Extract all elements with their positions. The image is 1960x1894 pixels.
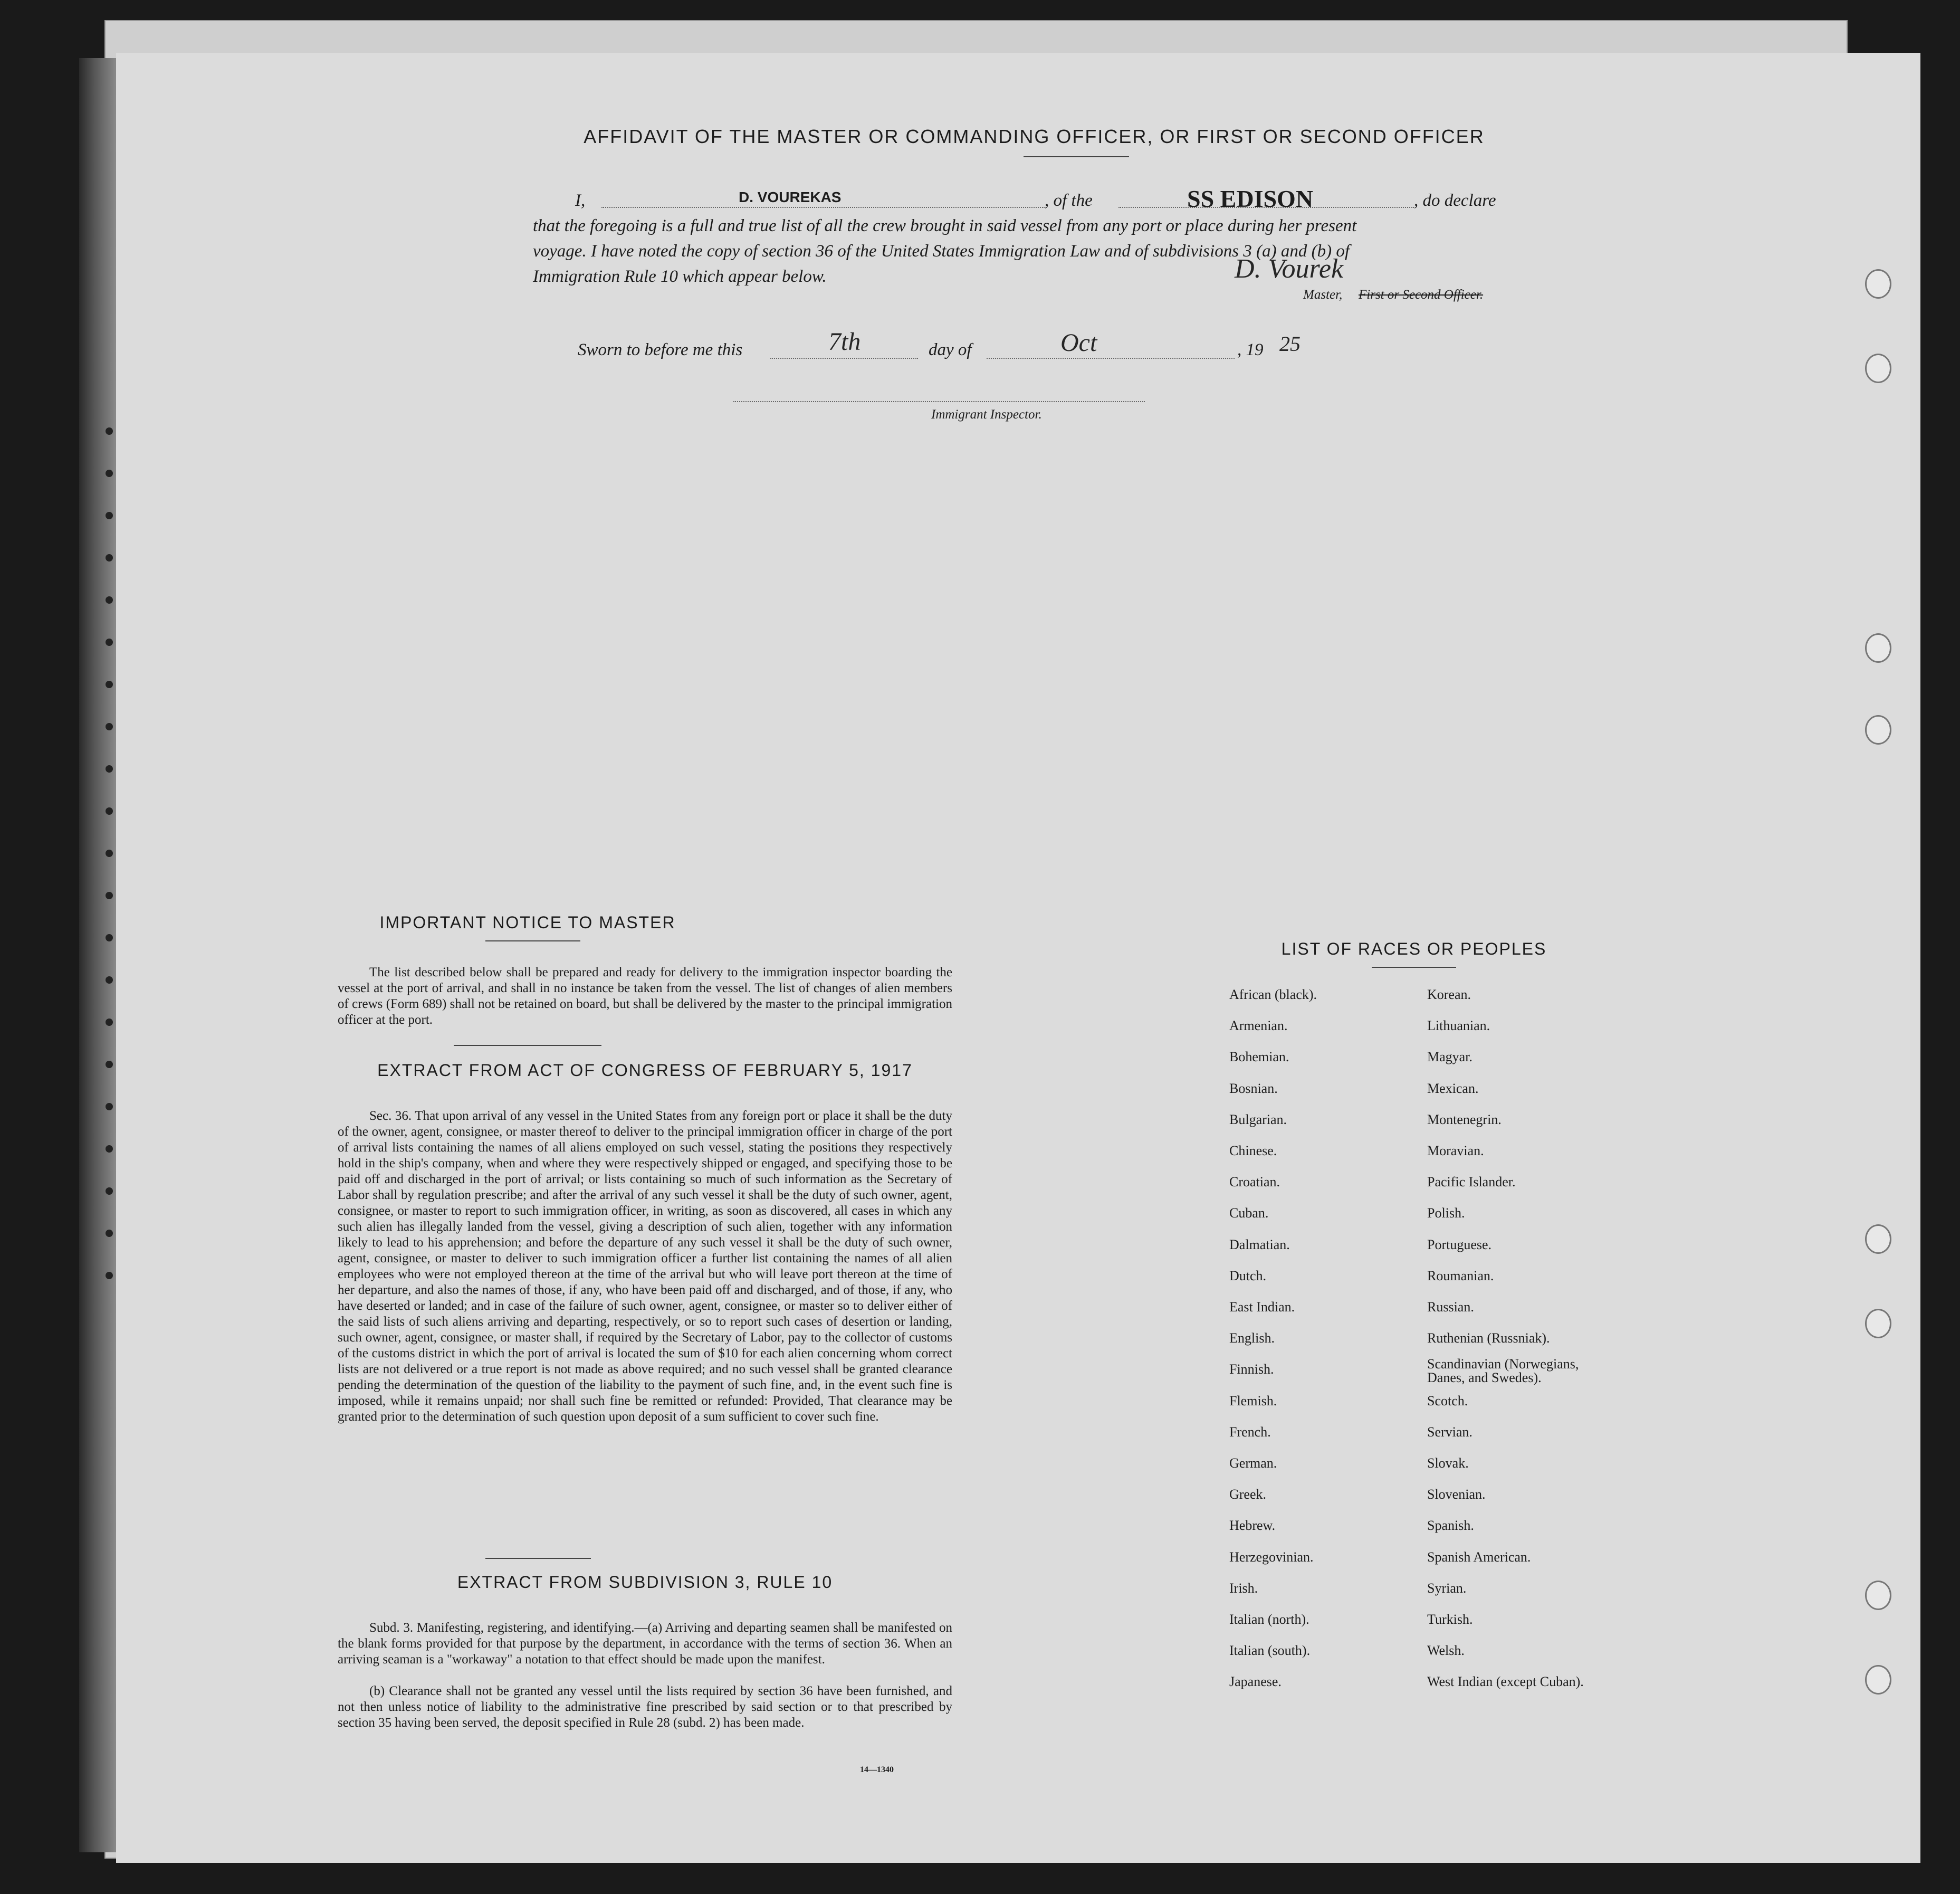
sworn-year-value: 25 — [1279, 332, 1301, 356]
race-item: African (black). — [1229, 987, 1317, 1002]
race-item: Montenegrin. — [1427, 1111, 1502, 1127]
races-heading: LIST OF RACES OR PEOPLES — [1281, 939, 1547, 958]
race-item: Flemish. — [1229, 1393, 1277, 1408]
do-declare-label: , do declare — [1414, 191, 1496, 210]
affidavit-line-2: that the foregoing is a full and true list of all the crew brought in said vessel from any port or place during her present — [533, 216, 1357, 235]
race-item: West Indian (except Cuban). — [1427, 1674, 1584, 1690]
race-item: Armenian. — [1229, 1018, 1288, 1034]
race-item: Syrian. — [1427, 1580, 1467, 1596]
punch-hole — [1865, 1224, 1891, 1254]
master-label: Master, — [1303, 288, 1343, 302]
race-item: Irish. — [1229, 1580, 1258, 1596]
race-item: Mexican. — [1427, 1080, 1479, 1096]
punch-hole — [1865, 715, 1891, 745]
race-item: Turkish. — [1427, 1612, 1473, 1627]
inspector-label: Immigrant Inspector. — [931, 407, 1042, 422]
rule-text-a: Subd. 3. Manifesting, registering, and identifying.—(a) Arriving and departing seamen shall be manifested on the blank forms provided for that purpose by the department, in accordance with the terms of section 36. When an arriving seaman is a "workaway" a notation to that effect should be made upon the manifest. — [338, 1621, 952, 1667]
day-of-label: day of — [929, 340, 972, 359]
race-item: Finnish. — [1229, 1362, 1274, 1377]
race-item: Russian. — [1427, 1299, 1474, 1315]
race-item: Portuguese. — [1427, 1236, 1492, 1252]
race-item: Scotch. — [1427, 1393, 1468, 1408]
race-item: Greek. — [1229, 1487, 1267, 1502]
race-item: Italian (south). — [1229, 1643, 1311, 1659]
affidavit-sheet — [116, 53, 1920, 1863]
master-signature: D. Vourek — [1235, 254, 1344, 284]
rule-heading: EXTRACT FROM SUBDIVISION 3, RULE 10 — [457, 1573, 833, 1592]
master-name-value: D. VOUREKAS — [739, 189, 842, 205]
punch-hole — [1865, 1665, 1891, 1695]
sworn-label: Sworn to before me this — [578, 340, 743, 359]
race-item: Moravian. — [1427, 1143, 1484, 1158]
race-item: Japanese. — [1229, 1674, 1282, 1690]
act-heading: EXTRACT FROM ACT OF CONGRESS OF FEBRUARY 5, 1917 — [377, 1061, 913, 1080]
notice-heading: IMPORTANT NOTICE TO MASTER — [379, 913, 676, 932]
race-item: Korean. — [1427, 987, 1471, 1002]
race-item: Croatian. — [1229, 1174, 1280, 1190]
race-item: Slovenian. — [1427, 1487, 1486, 1502]
punch-hole — [1865, 354, 1891, 383]
punch-hole — [1865, 1581, 1891, 1610]
race-item: Scandinavian (Norwegians, Danes, and Swedes). — [1427, 1356, 1579, 1386]
race-item: Spanish American. — [1427, 1549, 1531, 1565]
punch-hole — [1865, 1309, 1891, 1338]
notice-text: The list described below shall be prepared and ready for delivery to the immigration inspector boarding the vessel at the port of arrival, and shall in no instance be taken from the vessel. The list of changes of alien members of crews (Form 689) shall not be retained on board, but shall be delivered by the master to the principal immigration officer at the port. — [338, 965, 952, 1027]
sworn-month-value: Oct — [1060, 329, 1097, 357]
race-item: Cuban. — [1229, 1205, 1269, 1221]
races-column-right — [1427, 987, 1649, 1752]
race-item: Dalmatian. — [1229, 1236, 1290, 1252]
race-item: Servian. — [1427, 1424, 1473, 1440]
race-item: Chinese. — [1229, 1143, 1277, 1158]
race-item: Hebrew. — [1229, 1518, 1276, 1534]
race-item: English. — [1229, 1330, 1275, 1346]
struck-officer-label: First or Second Officer. — [1359, 288, 1484, 302]
race-item: Spanish. — [1427, 1518, 1474, 1534]
race-item: Welsh. — [1427, 1643, 1465, 1659]
affidavit-line-3: voyage. I have noted the copy of section 36 of the United States Immigration Law and of subdivisions 3 (a) and (b) of — [533, 242, 1350, 261]
vessel-name-value: SS EDISON — [1187, 185, 1314, 212]
race-item: Bulgarian. — [1229, 1111, 1287, 1127]
race-item: Slovak. — [1427, 1455, 1469, 1471]
race-item: Dutch. — [1229, 1268, 1267, 1283]
race-item: Lithuanian. — [1427, 1018, 1490, 1034]
year-prefix-label: , 19 — [1237, 340, 1264, 359]
race-item: Bohemian. — [1229, 1049, 1289, 1065]
form-number: 14—1340 — [860, 1765, 894, 1774]
race-item: French. — [1229, 1424, 1271, 1440]
i-label: I, — [575, 191, 586, 210]
of-the-label: , of the — [1045, 191, 1093, 210]
sworn-day-value: 7th — [828, 328, 861, 356]
race-item: German. — [1229, 1455, 1277, 1471]
race-item: Polish. — [1427, 1205, 1465, 1221]
race-item: Bosnian. — [1229, 1080, 1278, 1096]
race-item: Pacific Islander. — [1427, 1174, 1516, 1190]
race-item: Italian (north). — [1229, 1612, 1309, 1627]
race-item: East Indian. — [1229, 1299, 1295, 1315]
rule-text-b: (b) Clearance shall not be granted any vessel until the lists required by section 36 have been furnished, and not then unless notice of liability to the administrative fine prescribed by said section or to that prescribed by section 35 having been served, the deposit specified in Rule 28 (subd. 2) has been made. — [338, 1684, 952, 1730]
punch-hole — [1865, 633, 1891, 663]
race-item: Roumanian. — [1427, 1268, 1494, 1283]
affidavit-line-4: Immigration Rule 10 which appear below. — [533, 267, 827, 286]
race-item: Magyar. — [1427, 1049, 1473, 1065]
race-item: Ruthenian (Russniak). — [1427, 1330, 1550, 1346]
races-column-left — [1229, 987, 1419, 1752]
affidavit-title: AFFIDAVIT OF THE MASTER OR COMMANDING OFFICER, OR FIRST OR SECOND OFFICER — [584, 126, 1485, 147]
race-item: Herzegovinian. — [1229, 1549, 1314, 1565]
punch-hole — [1865, 269, 1891, 299]
ledger-binding — [79, 58, 116, 1852]
act-text: Sec. 36. That upon arrival of any vessel in the United States from any foreign port or place it shall be the duty of the owner, agent, consignee, or master thereof to deliver to the principal immigration officer in charge of the port of arrival lists containing the names of all aliens employed on such vessel, stating the positions they respectively hold in the ship's company, when and where they were respectively shipped or engaged, and specifying those to be paid off and discharged in the port of arrival; or lists containing so much of such information as the Secretary of Labor shall by regulation prescribe; and after the arrival of any such vessel it shall be the duty of such owner, agent, consignee, or master to report to such immigration officer, in writing, as soon as discovered, all cases in which any such alien has illegally landed from the vessel, giving a description of such alien, together with any information likely to lead to his apprehension; and before the departure of any such vessel it shall be the duty of such owner, agent, consignee, or master to deliver to such immigration officer a further list containing the names of all alien employees who were not employed thereon at the time of the arrival but who will leave port thereon at the time of her departure, and also the names of those, if any, who have been paid off and discharged, and of those, if any, who have deserted or landed; and in case of the failure of such owner, agent, consignee, or master so to deliver either of the said lists of such aliens arriving and departing, respectively, or so to report such cases of desertion or landing, such owner, agent, consignee, or master shall, if required by the Secretary of Labor, pay to the collector of customs of the customs district in which the port of arrival is located the sum of $10 for each alien concerning whom correct lists are not delivered or a true report is not made as above required; and no such vessel shall be granted clearance pending the determination of the question of the liability to the payment of such fine, and, in the event such fine is imposed, while it remains unpaid; nor shall such fine be remitted or refunded: Provided, That clearance may be granted prior to the determination of such question upon deposit of a sum sufficient to cover such fine. — [338, 1109, 952, 1424]
